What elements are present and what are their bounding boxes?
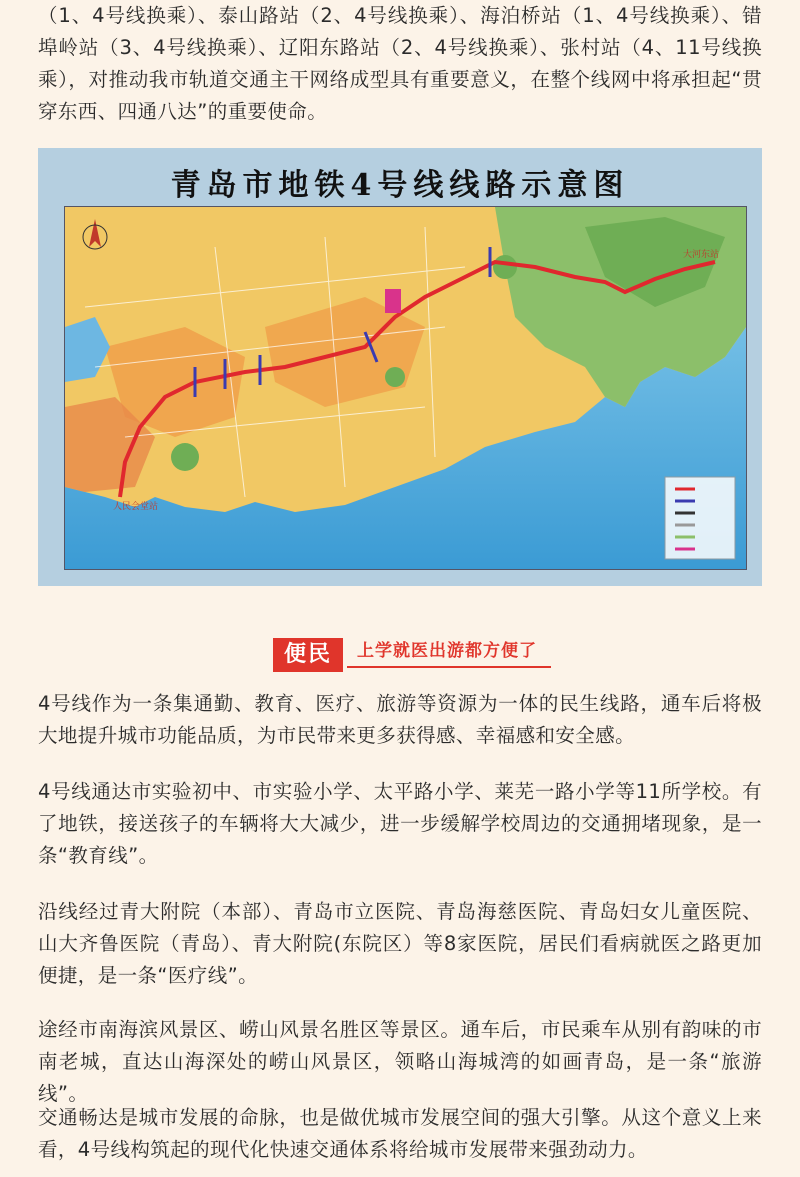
paragraph-medical: 沿线经过青大附院（本部）、青岛市立医院、青岛海慈医院、青岛妇女儿童医院、山大齐鲁医院（青岛）、青大附院(东院区）等8家医院，居民们看病就医之路更加便捷，是一条“医疗线”。: [38, 900, 762, 987]
section-badge: 便民: [273, 638, 343, 672]
intro-paragraph: （1、4号线换乘）、泰山路站（2、4号线换乘）、海泊桥站（1、4号线换乘）、错埠岭站（3、4号线换乘）、辽阳东路站（2、4号线换乘）、张村站（4、11号线换乘），对推动我市轨道交通主干网络成型具有重要意义，在整个线网中将承担起“贯穿东西、四通八达”的重要使命。: [38, 4, 762, 123]
paragraph-overview: 4号线作为一条集通勤、教育、医疗、旅游等资源为一体的民生线路，通车后将极大地提升城市功能品质，为市民带来更多获得感、幸福感和安全感。: [38, 692, 762, 747]
map-start-label: 人民会堂站: [113, 502, 159, 512]
section-subtitle: 上学就医出游都方便了: [347, 638, 551, 668]
paragraph-education: 4号线通达市实验初中、市实验小学、太平路小学、莱芜一路小学等11所学校。有了地铁，接送孩子的车辆将大大减少，进一步缓解学校周边的交通拥堵现象，是一条“教育线”。: [38, 780, 762, 867]
map-image: [64, 206, 747, 570]
map-title: 青岛市地铁4号线线路示意图: [170, 168, 630, 203]
paragraph-conclusion: 交通畅达是城市发展的命脉，也是做优城市发展空间的强大引擎。从这个意义上来看，4号线构筑起的现代化快速交通体系将给城市发展带来强劲动力。: [38, 1106, 762, 1161]
map-end-label: 大河东站: [683, 250, 720, 260]
section-header: [0, 638, 800, 674]
paragraph-tourism: 途经市南海滨风景区、崂山风景名胜区等景区。通车后，市民乘车从别有韵味的市南老城，直达山海深处的崂山风景区，领略山海城湾的如画青岛，是一条“旅游线”。: [38, 1018, 762, 1105]
route-map: [38, 148, 762, 586]
